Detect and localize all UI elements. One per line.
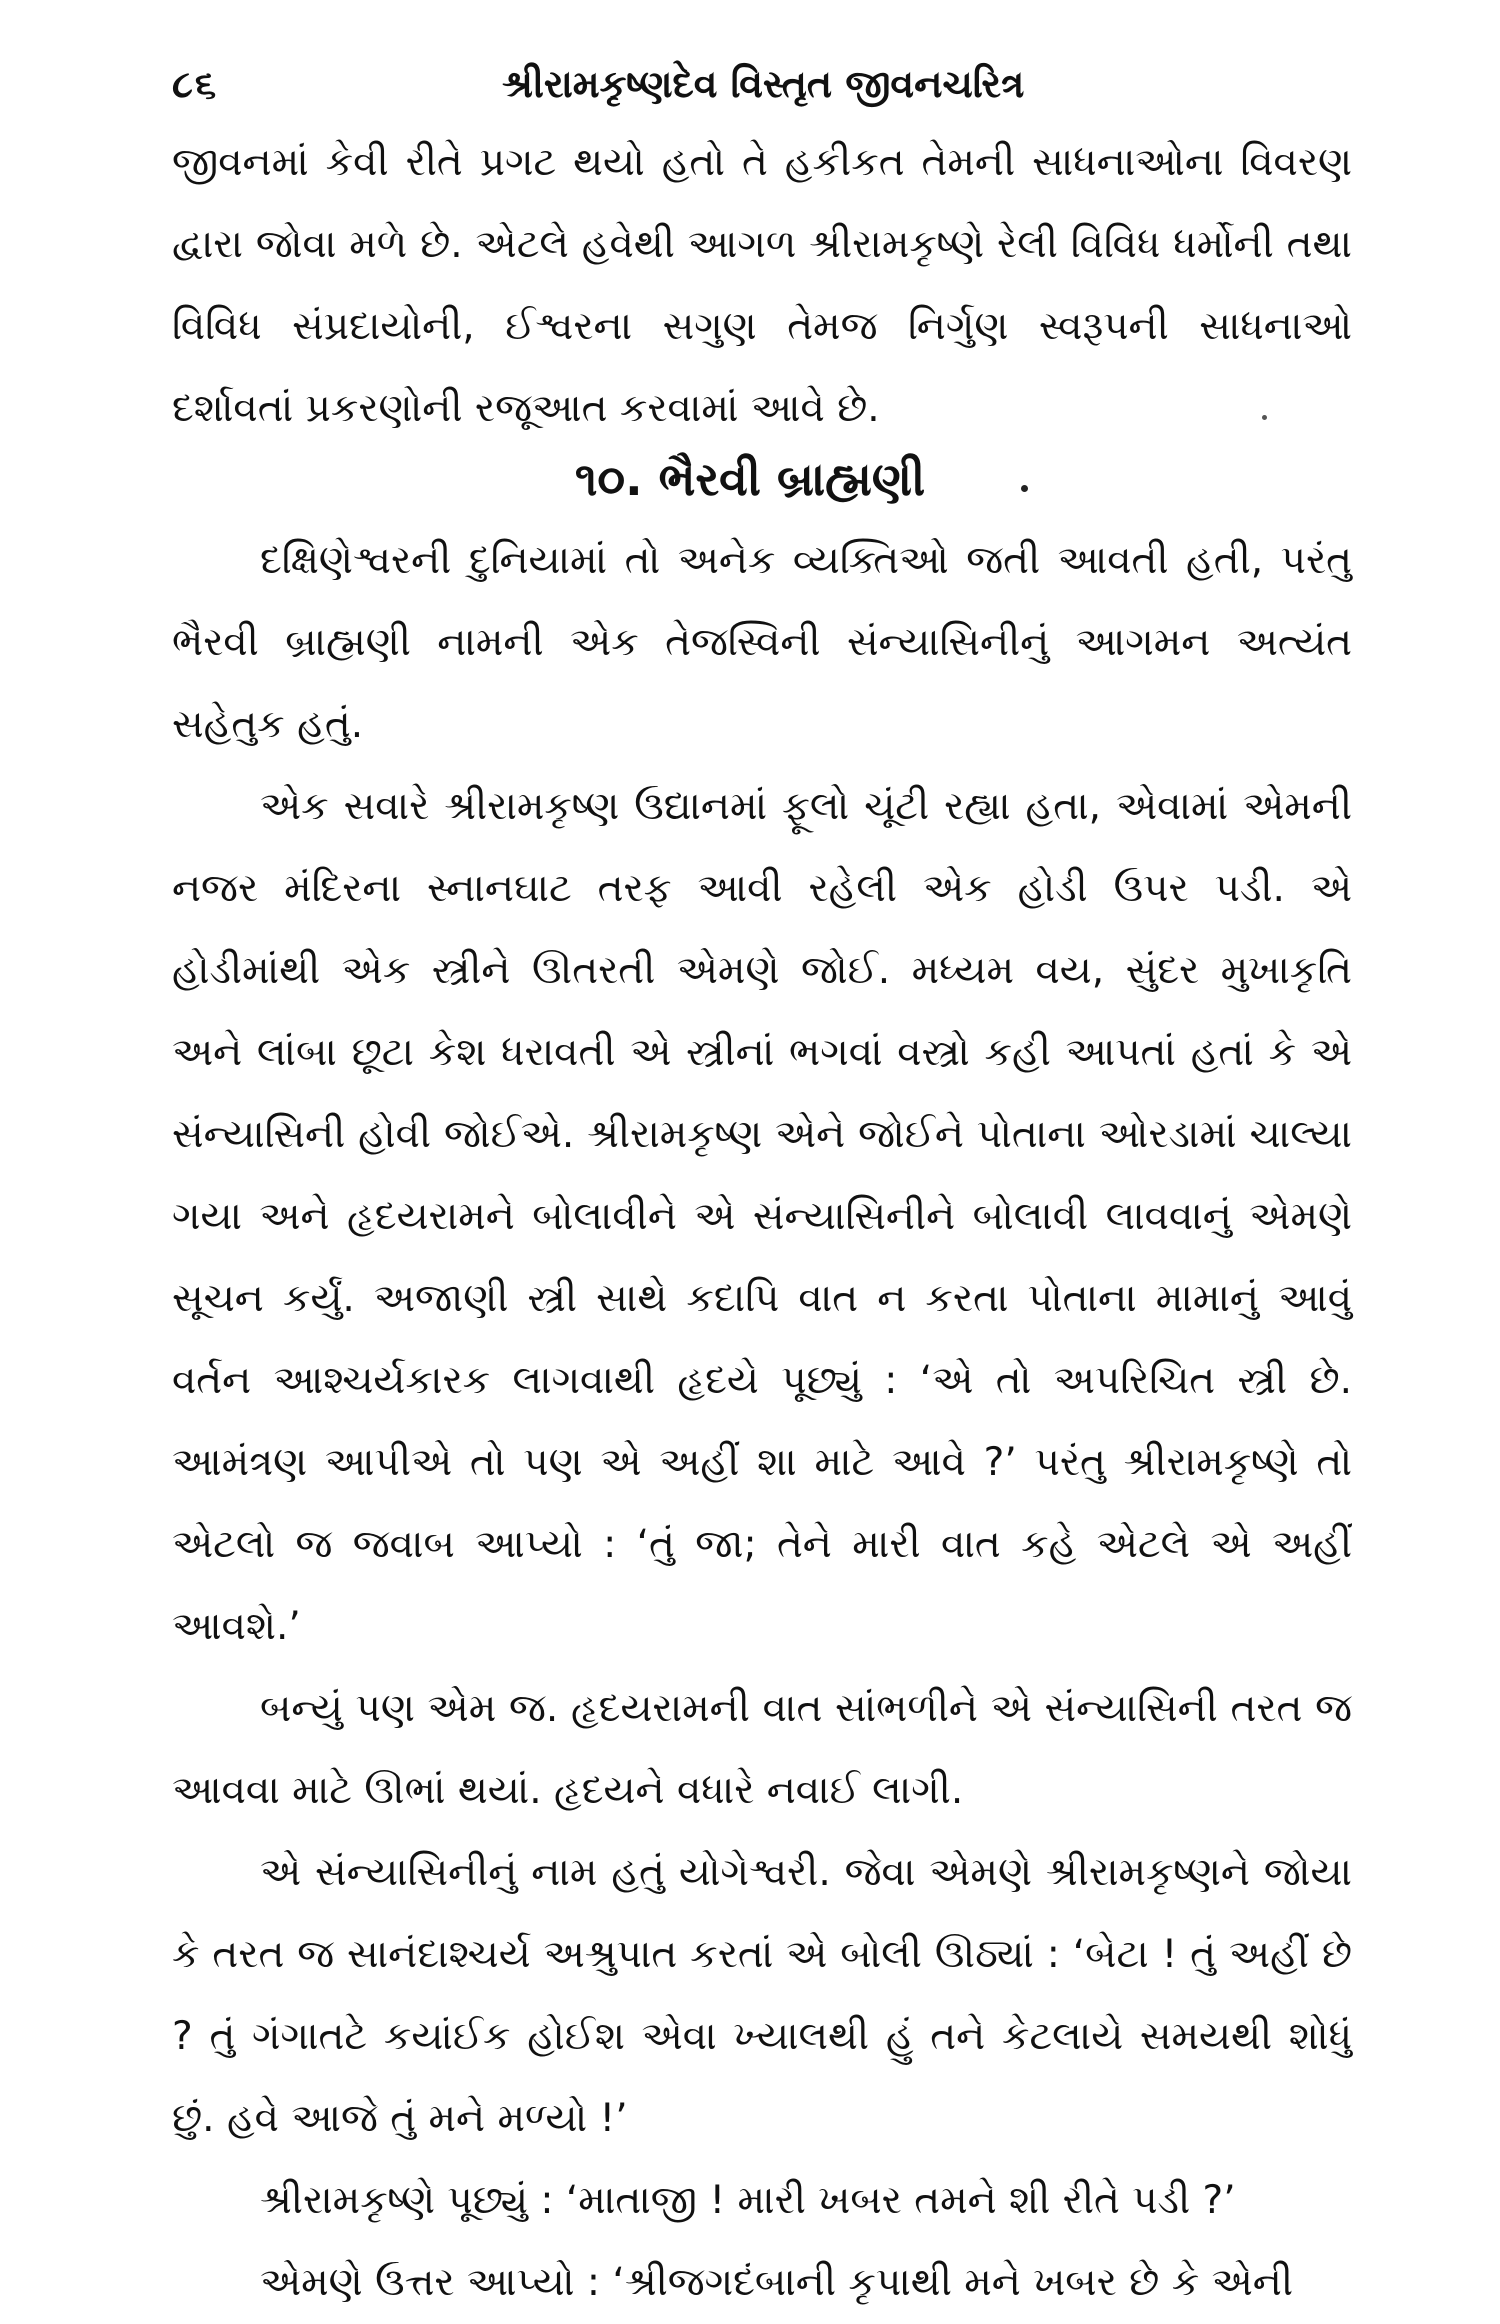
page-header xyxy=(172,62,1352,122)
page-number: ૮૬ xyxy=(172,62,219,106)
paragraph: એક સવારે શ્રીરામકૃષ્ણ ઉદ્યાનમાં ફૂલો ચૂંટી રહ્યા હતા, એવામાં એમની નજર મંદિરના સ્નાનઘાટ તરફ આવી રહેલી એક હોડી ઉપર પડી. એ હોડીમાંથી એક સ્ત્રીને ઊતરતી એમણે જોઈ. મધ્યમ વય, સુંદર મુખાકૃતિ અને લાંબા છૂટા કેશ ધરાવતી એ સ્ત્રીનાં ભગવાં વસ્ત્રો કહી આપતાં હતાં કે એ સંન્યાસિની હોવી જોઈએ. શ્રીરામકૃષ્ણ એને જોઈને પોતાના ઓરડામાં ચાલ્યા ગયા અને હૃદયરામને બોલાવીને એ સંન્યાસિનીને બોલાવી લાવવાનું એમણે સૂચન કર્યું. અજાણી સ્ત્રી સાથે કદાપિ વાત ન કરતા પોતાના મામાનું આવું વર્તન આશ્ચર્યકારક લાગવાથી હૃદયે પૂછ્યું : ‘એ તો અપરિચિત સ્ત્રી છે. આમંત્રણ આપીએ તો પણ એ અહીં શા માટે આવે ?’ પરંતુ શ્રીરામકૃષ્ણે તો એટલો જ જવાબ આપ્યો : ‘તું જા; તેને મારી વાત કહે એટલે એ અહીં આવશે.’ xyxy=(172,784,1352,1649)
paragraph: એમણે ઉત્તર આપ્યો : ‘શ્રીજગદંબાની કૃપાથી મને ખબર છે કે એની xyxy=(260,2260,1294,2305)
paragraph: બન્યું પણ એમ જ. હૃદયરામની વાત સાંભળીને એ સંન્યાસિની તરત જ આવવા માટે ઊભાં થયાં. હૃદયને વધારે નવાઈ લાગી. xyxy=(172,1686,1352,1813)
paragraph: એ સંન્યાસિનીનું નામ હતું યોગેશ્વરી. જેવા એમણે શ્રીરામકૃષ્ણને જોયા કે તરત જ સાનંદાશ્ચર્ય અશ્રુપાત કરતાં એ બોલી ઊઠ્યાં : ‘બેટા ! તું અહીં છે ? તું ગંગાતટે કયાંઈક હોઈશ એવા ખ્યાલથી હું તને કેટલાયે સમયથી શોધું છું. હવે આજે તું મને મળ્યો !’ xyxy=(172,1850,1352,2141)
intro-text xyxy=(172,122,1352,450)
running-title: શ્રીરામકૃષ્ણદેવ વિસ્તૃત જીવનચરિત્ર xyxy=(502,62,1025,106)
chapter-title: ૧૦. ભૈરવી બ્રાહ્મણી xyxy=(574,452,926,506)
paragraph: શ્રીરામકૃષ્ણે પૂછ્યું : ‘માતાજી ! મારી ખબર તમને શી રીતે પડી ?’ xyxy=(260,2178,1236,2223)
chapter-body xyxy=(172,520,1352,2324)
paragraph: દક્ષિણેશ્વરની દુનિયામાં તો અનેક વ્યક્તિઓ જતી આવતી હતી, પરંતુ ભૈરવી બ્રાહ્મણી નામની એક તેજસ્વિની સંન્યાસિનીનું આગમન અત્યંત સહેતુક હતું. xyxy=(172,538,1352,747)
intro-paragraph: જીવનમાં કેવી રીતે પ્રગટ થયો હતો તે હકીકત તેમની સાધનાઓના વિવરણ દ્વારા જોવા મળે છે. એટલે હવેથી આગળ શ્રીરામકૃષ્ણે રેલી વિવિધ ધર્મોની તથા વિવિધ સંપ્રદાયોની, ઈશ્વરના સગુણ તેમજ નિર્ગુણ સ્વરૂપની સાધનાઓ દર્શાવતાં પ્રકરણોની રજૂઆત કરવામાં આવે છે. xyxy=(172,140,1352,431)
print-speck xyxy=(1262,415,1267,420)
print-speck xyxy=(1021,485,1028,492)
